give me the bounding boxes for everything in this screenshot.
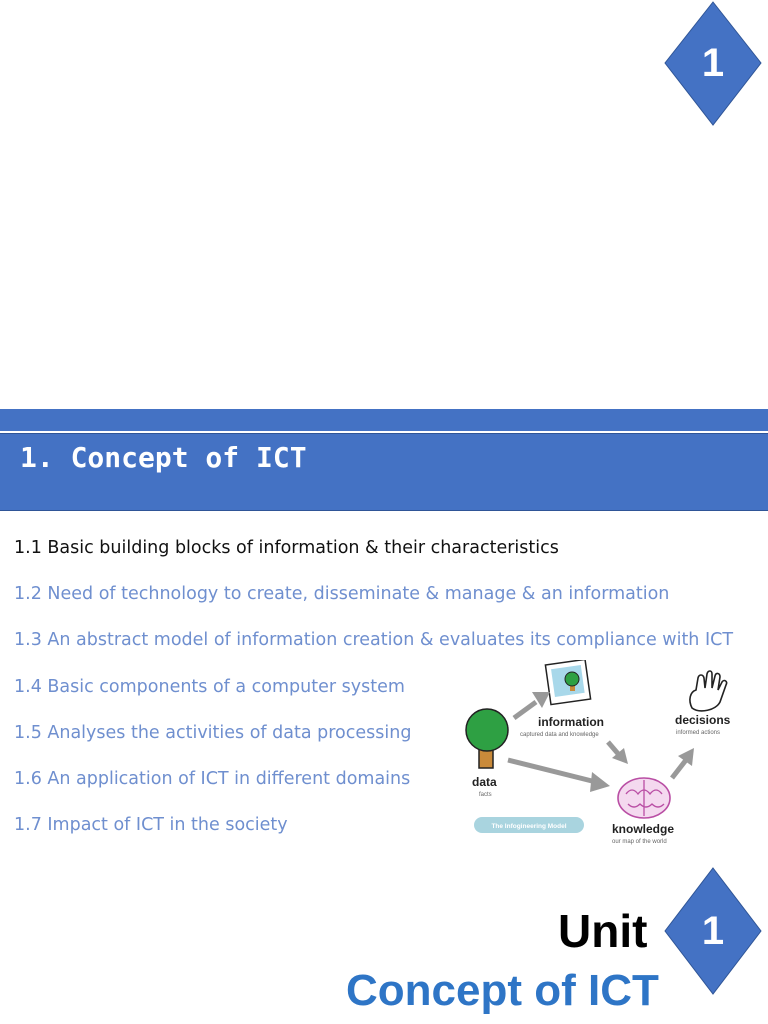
badge-number: 1 (701, 41, 725, 85)
arrow-icon (508, 692, 694, 792)
topic-item: 1.5 Analyses the activities of data processing (14, 722, 412, 743)
knowledge-label: knowledge (612, 822, 675, 836)
photo-icon (545, 660, 590, 705)
data-label: data (472, 775, 497, 789)
header-strip (0, 409, 768, 431)
infogineering-diagram (460, 660, 760, 850)
brain-icon (618, 778, 670, 818)
unit-subtitle: Concept of ICT (346, 966, 659, 1015)
decisions-sublabel: informed actions (676, 730, 721, 736)
unit-number-badge-top (663, 0, 763, 127)
unit-number-badge-bottom (663, 866, 763, 996)
topic-item: 1.2 Need of technology to create, disseminate & manage & an information (14, 584, 670, 605)
data-sublabel: facts (479, 792, 492, 798)
knowledge-sublabel: our map of the world (612, 839, 667, 845)
information-sublabel: captured data and knowledge (520, 732, 599, 738)
badge-number: 1 (701, 908, 725, 953)
topic-item: 1.1 Basic building blocks of information & their characteristics (14, 538, 559, 558)
topic-item: 1.7 Impact of ICT in the society (14, 815, 288, 836)
hand-icon (690, 671, 727, 711)
information-label: information (538, 715, 604, 729)
topic-item: 1.3 An abstract model of information creation & evaluates its compliance with ICT (14, 630, 734, 651)
decisions-label: decisions (675, 713, 731, 727)
unit-label: Unit (558, 905, 648, 957)
topic-item: 1.4 Basic components of a computer system (14, 676, 405, 697)
model-badge-label: The Infogineering Model (491, 823, 567, 830)
topic-item: 1.6 An application of ICT in different domains (14, 768, 411, 789)
tree-icon (466, 709, 508, 768)
section-title: 1. Concept of ICT (20, 441, 307, 474)
